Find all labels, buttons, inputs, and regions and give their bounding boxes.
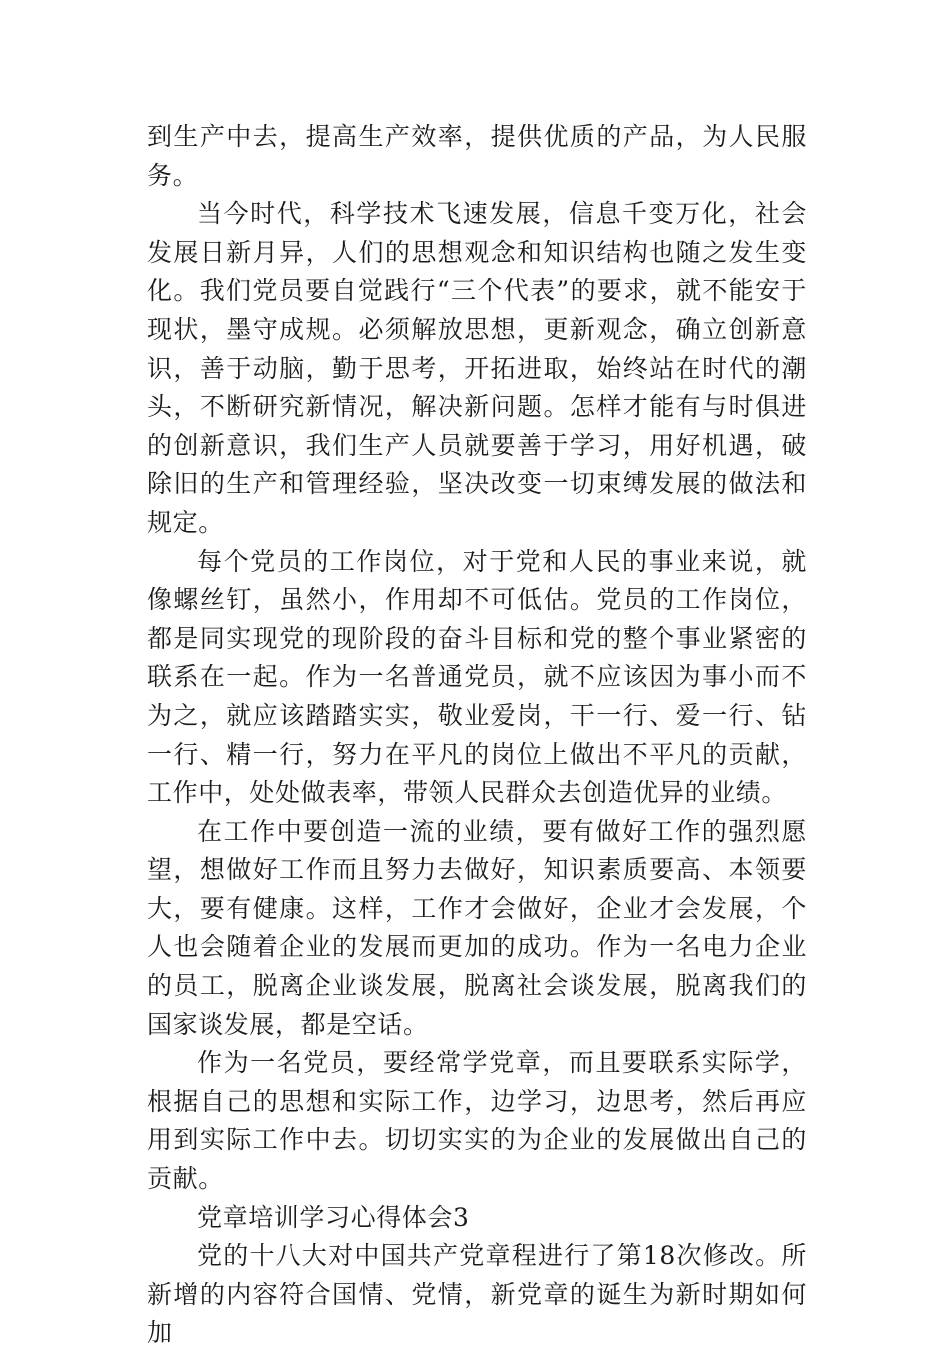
paragraph-study-constitution: 作为一名党员，要经常学党章，而且要联系实际学，根据自己的思想和实际工作，边学习，边思考，然后再应用到实际工作中去。切切实实的为企业的发展做出自己的贡献。 (147, 1048, 807, 1194)
paragraph-continuation: 到生产中去，提高生产效率，提供优质的产品，为人民服务。 (147, 122, 807, 190)
section-heading: 党章培训学习心得体会3 (197, 1202, 470, 1232)
paragraph-eighteenth-congress: 党的十八大对中国共产党章程进行了第18次修改。所新增的内容符合国情、党情，新党章的诞生为新时期如何加 (147, 1241, 807, 1348)
paragraph-achievement: 在工作中要创造一流的业绩，要有做好工作的强烈愿望，想做好工作而且努力去做好，知识素质要高、本领要大，要有健康。这样，工作才会做好，企业才会发展，个人也会随着企业的发展而更加的成功。作为一名电力企业的员工，脱离企业谈发展，脱离社会谈发展，脱离我们的国家谈发展，都是空话。 (147, 816, 807, 1039)
paragraph-work-post: 每个党员的工作岗位，对于党和人民的事业来说，就像螺丝钉，虽然小，作用却不可低估。党员的工作岗位，都是同实现党的现阶段的奋斗目标和党的整个事业紧密的联系在一起。作为一名普通党员，就不应该因为事小而不为之，就应该踏踏实实，敬业爱岗，干一行、爱一行、钻一行、精一行，努力在平凡的岗位上做出不平凡的贡献，工作中，处处做表率，带领人民群众去创造优异的业绩。 (147, 546, 807, 808)
document-body (147, 118, 807, 1353)
paragraph-innovation: 当今时代，科学技术飞速发展，信息千变万化，社会发展日新月异，人们的思想观念和知识结构也随之发生变化。我们党员要自觉践行“三个代表”的要求，就不能安于现状，墨守成规。必须解放思想，更新观念，确立创新意识，善于动脑，勤于思考，开拓进取，始终站在时代的潮头，不断研究新情况，解决新问题。怎样才能有与时俱进的创新意识，我们生产人员就要善于学习，用好机遇，破除旧的生产和管理经验，坚决改变一切束缚发展的做法和规定。 (147, 199, 807, 537)
